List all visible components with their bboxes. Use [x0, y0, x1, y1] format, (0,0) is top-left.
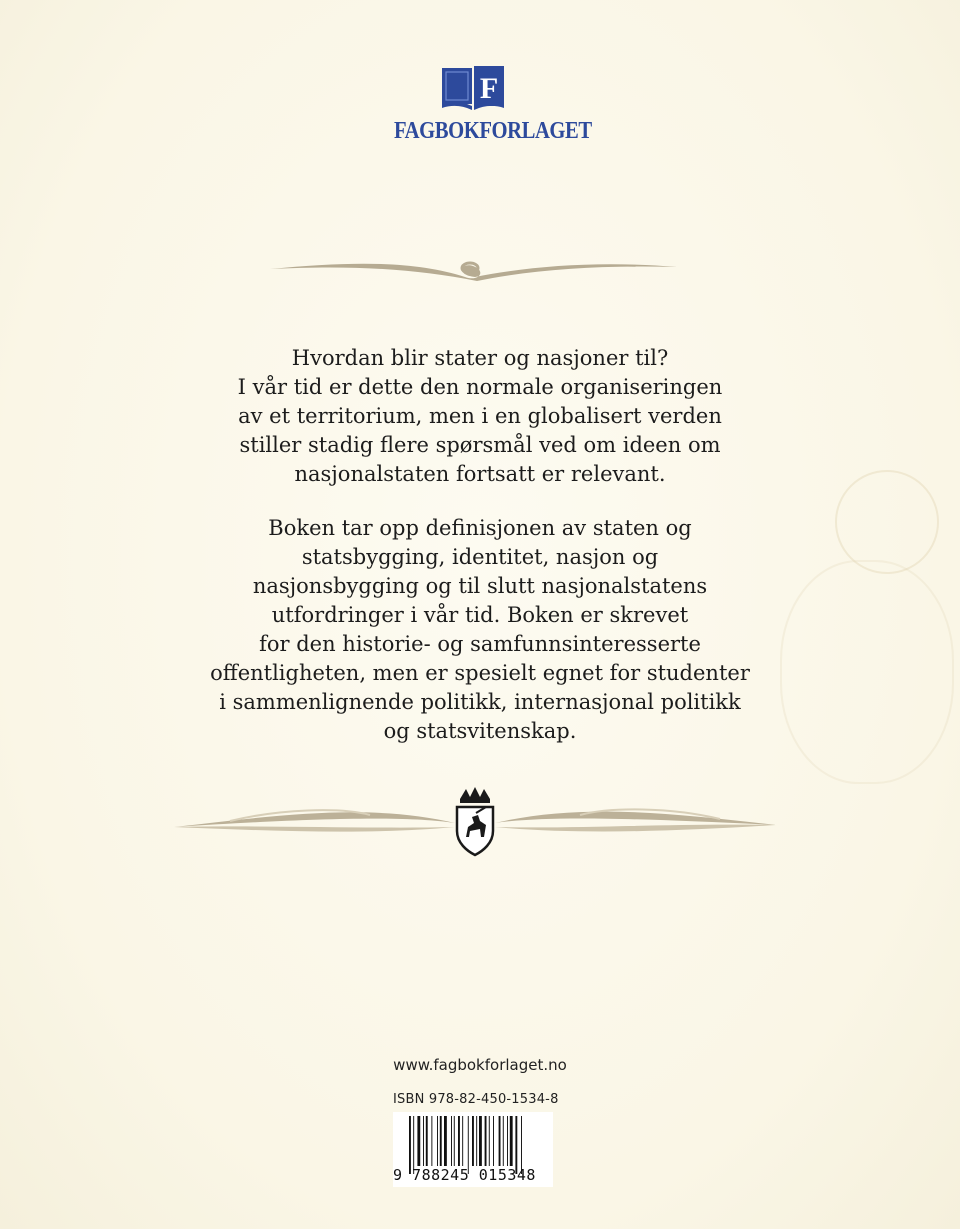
blurb-line: utfordringer i vår tid. Boken er skrevet — [271, 603, 689, 627]
barcode-bar — [431, 1116, 432, 1166]
barcode-bar — [485, 1116, 487, 1166]
barcode-bar — [489, 1116, 490, 1166]
barcode-bar — [454, 1116, 455, 1166]
blurb-line: Boken tar opp definisjonen av staten og — [268, 516, 692, 540]
crowned-shield-knight-icon — [457, 787, 493, 855]
blurb-line: I vår tid er dette den normale organiseringen — [237, 375, 723, 399]
blurb-paragraph-1 — [180, 344, 780, 489]
barcode-bar — [417, 1116, 420, 1166]
blurb-line: og statsvitenskap. — [383, 719, 577, 743]
barcode-bar — [503, 1116, 504, 1166]
barcode-bar — [444, 1116, 447, 1166]
blurb-line: statsbygging, identitet, nasjon og — [301, 545, 659, 569]
blurb-line: nasjonalstaten fortsatt er relevant. — [294, 462, 666, 486]
barcode-bar — [451, 1116, 452, 1166]
background-watermark — [780, 560, 954, 784]
barcode-bar — [462, 1116, 463, 1166]
barcode-bar — [437, 1116, 438, 1166]
barcode-bar — [479, 1116, 482, 1166]
background-watermark — [835, 470, 939, 574]
barcode-bar — [510, 1116, 513, 1166]
barcode-bar — [476, 1116, 477, 1166]
barcode-bar — [423, 1116, 424, 1166]
blurb-paragraph-2 — [180, 514, 780, 746]
blurb-line: for den historie- og samfunnsinteresserte — [259, 632, 701, 656]
blurb-line: stiller stadig flere spørsmål ved om ideen om — [239, 433, 721, 457]
publisher-logo — [380, 62, 592, 152]
blurb-line: i sammenlignende politikk, internasjonal politikk — [219, 690, 741, 714]
publisher-name: FAGBOKFORLAGET — [394, 118, 592, 144]
barcode-bar — [493, 1116, 494, 1166]
blurb-line: av et territorium, men i en globalisert verden — [238, 404, 722, 428]
flourish-divider — [265, 255, 680, 290]
publisher-website: www.fagbokforlaget.no — [393, 1056, 567, 1074]
barcode-digits: 9 788245 015348 — [393, 1166, 536, 1184]
blurb-line: Hvordan blir stater og nasjoner til? — [291, 346, 669, 370]
barcode-bar — [499, 1116, 501, 1166]
barcode-bar — [426, 1116, 428, 1166]
barcode-bar — [440, 1116, 442, 1166]
barcode-bar — [507, 1116, 508, 1166]
barcode-bar — [472, 1116, 474, 1166]
blurb-line: offentligheten, men er spesielt egnet for studenter — [210, 661, 750, 685]
blurb-line: nasjonsbygging og til slutt nasjonalstatens — [252, 574, 708, 598]
isbn-label: ISBN 978-82-450-1534-8 — [393, 1092, 559, 1107]
crest-divider — [170, 785, 780, 860]
barcode-bar — [458, 1116, 460, 1166]
open-book-f-icon — [440, 66, 506, 110]
svg-text:F: F — [479, 72, 499, 105]
